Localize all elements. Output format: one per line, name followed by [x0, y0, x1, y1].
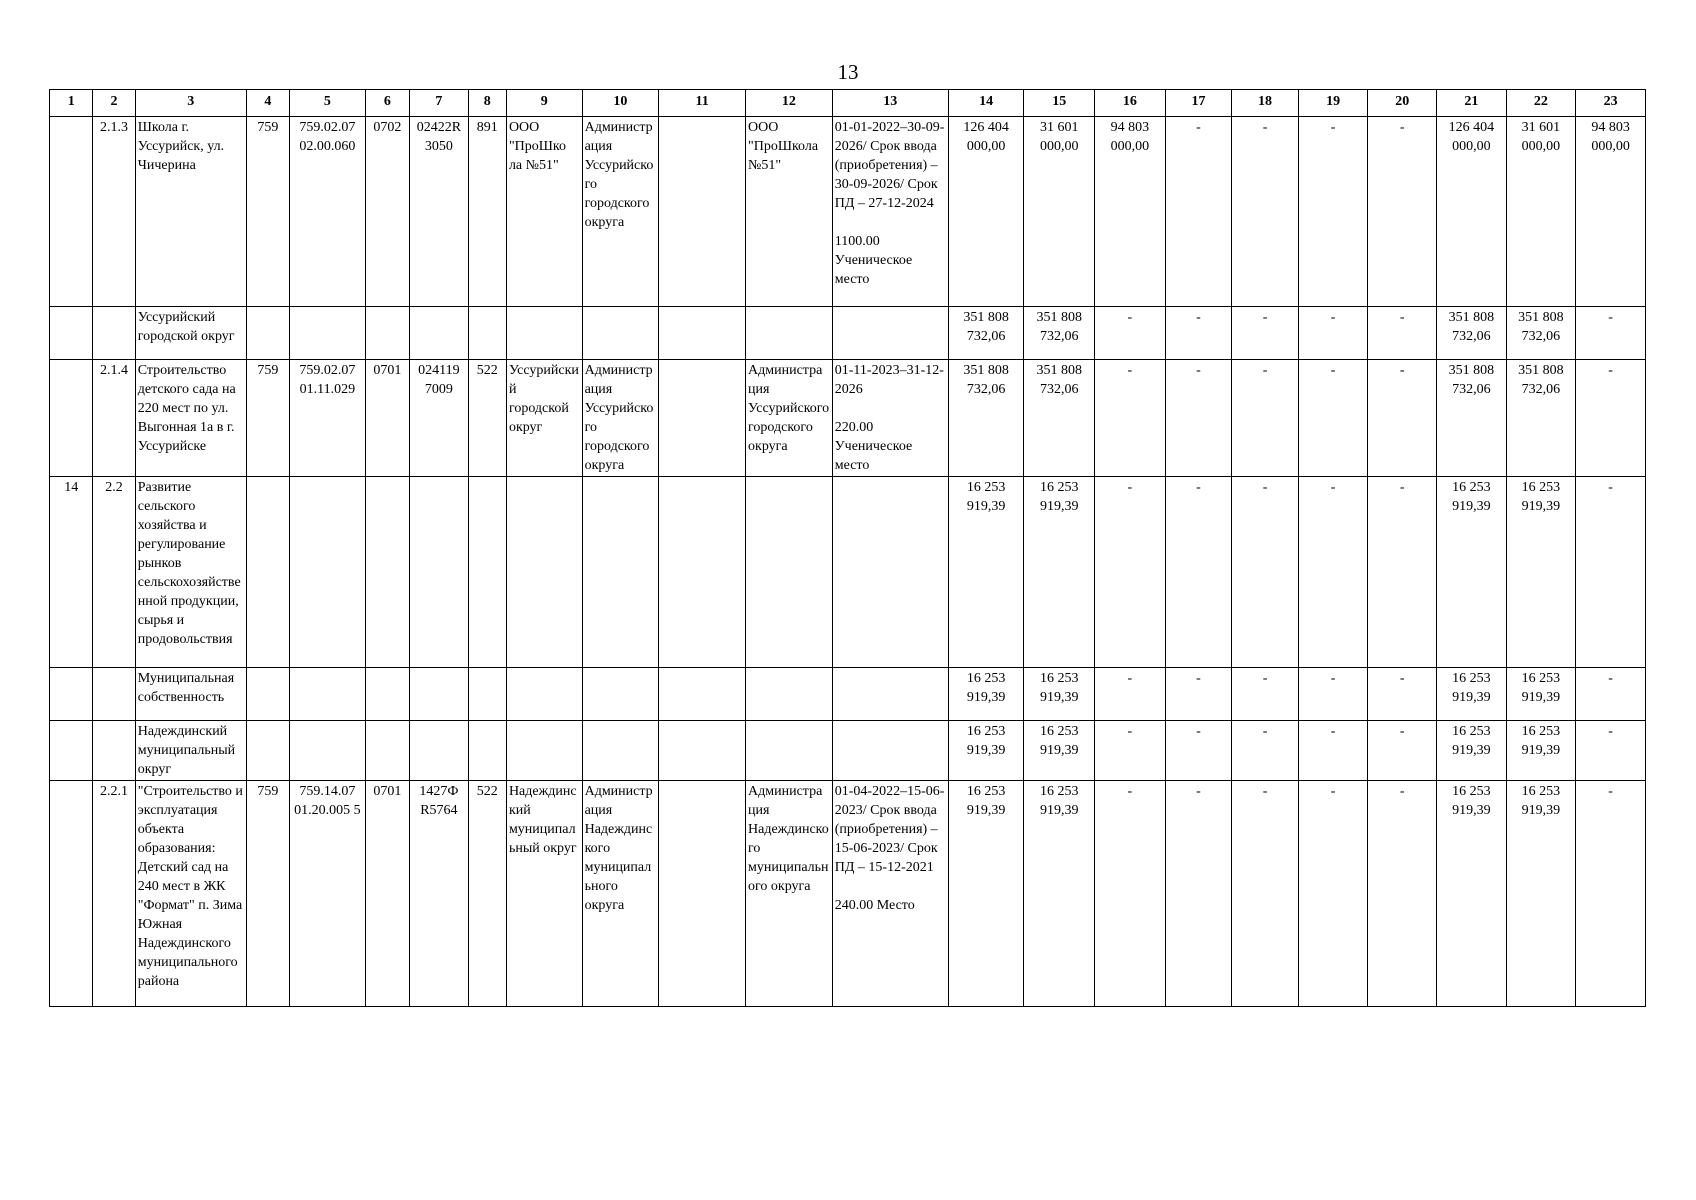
table-cell: -	[1576, 477, 1646, 668]
table-cell: 14	[50, 477, 93, 668]
table-row	[50, 477, 1646, 668]
table-cell	[582, 721, 659, 781]
table-cell	[410, 668, 469, 721]
table-cell	[246, 721, 289, 781]
table-cell: Уссурийский городской округ	[506, 360, 582, 477]
table-cell	[246, 477, 289, 668]
table-cell: -	[1576, 307, 1646, 360]
table-cell: -	[1368, 668, 1437, 721]
table-cell	[582, 307, 659, 360]
table-cell	[832, 721, 948, 781]
table-cell: -	[1095, 360, 1166, 477]
column-header: 23	[1576, 90, 1646, 117]
table-row	[50, 781, 1646, 1007]
table-cell: 94 803 000,00	[1095, 117, 1166, 307]
table-cell: 16 253 919,39	[948, 477, 1024, 668]
table-row	[50, 117, 1646, 307]
table-cell: -	[1368, 781, 1437, 1007]
table-cell: 1427Ф R5764	[410, 781, 469, 1007]
table-cell	[93, 721, 135, 781]
table-cell: 759.14.07 01.20.005 5	[290, 781, 366, 1007]
table-cell: 2.1.3	[93, 117, 135, 307]
table-cell: 351 808 732,06	[1506, 360, 1576, 477]
table-row	[50, 360, 1646, 477]
table-cell	[290, 307, 366, 360]
table-cell: -	[1095, 721, 1166, 781]
table-cell: 2.1.4	[93, 360, 135, 477]
table-cell: -	[1576, 360, 1646, 477]
table-cell: -	[1298, 668, 1368, 721]
table-cell	[93, 668, 135, 721]
table-cell: -	[1298, 117, 1368, 307]
table-cell	[50, 117, 93, 307]
table-cell	[506, 307, 582, 360]
column-header: 9	[506, 90, 582, 117]
table-cell: 522	[468, 781, 506, 1007]
table-cell	[746, 721, 833, 781]
table-cell	[506, 477, 582, 668]
table-cell: 16 253 919,39	[1024, 477, 1095, 668]
column-header: 22	[1506, 90, 1576, 117]
table-cell: 16 253 919,39	[948, 721, 1024, 781]
table-cell	[93, 307, 135, 360]
table-cell: -	[1232, 117, 1299, 307]
table-cell: -	[1095, 781, 1166, 1007]
table-cell: -	[1368, 721, 1437, 781]
table-cell: -	[1095, 307, 1166, 360]
table-cell: 01-04-2022–15-06-2023/ Срок ввода (приобретения) – 15-06-2023/ Срок ПД – 15-12-2021 240.00 Место	[832, 781, 948, 1007]
table-cell	[468, 721, 506, 781]
column-header: 10	[582, 90, 659, 117]
table-row	[50, 721, 1646, 781]
table-cell	[50, 360, 93, 477]
table-cell: 351 808 732,06	[1024, 307, 1095, 360]
table-cell: -	[1165, 668, 1232, 721]
table-cell	[468, 477, 506, 668]
table-cell	[832, 668, 948, 721]
column-header: 13	[832, 90, 948, 117]
table-cell: ООО "ПроШкола №51"	[746, 117, 833, 307]
table-row	[50, 307, 1646, 360]
table-cell: 759	[246, 117, 289, 307]
table-cell: 16 253 919,39	[1506, 668, 1576, 721]
table-cell: -	[1576, 721, 1646, 781]
table-cell: 0701	[365, 781, 409, 1007]
table-cell: 024119 7009	[410, 360, 469, 477]
table-cell	[246, 668, 289, 721]
table-cell	[506, 668, 582, 721]
table-cell	[582, 477, 659, 668]
table-cell: Муниципальная собственность	[135, 668, 246, 721]
table-cell	[410, 721, 469, 781]
table-cell	[659, 721, 746, 781]
investment-table	[49, 89, 1646, 1007]
column-header: 2	[93, 90, 135, 117]
table-cell	[410, 307, 469, 360]
table-cell: Школа г. Уссурийск, ул. Чичерина	[135, 117, 246, 307]
table-cell	[290, 668, 366, 721]
table-cell: Администрация Надеждинского муниципального округа	[746, 781, 833, 1007]
table-cell: 16 253 919,39	[948, 668, 1024, 721]
table-cell	[746, 307, 833, 360]
column-header: 17	[1165, 90, 1232, 117]
table-cell: 759.02.07 02.00.060	[290, 117, 366, 307]
table-cell: 351 808 732,06	[948, 360, 1024, 477]
table-cell: 522	[468, 360, 506, 477]
table-cell	[582, 668, 659, 721]
table-cell: -	[1368, 477, 1437, 668]
table-cell: 16 253 919,39	[948, 781, 1024, 1007]
table-cell: Развитие сельского хозяйства и регулирование рынков сельскохозяйственной продукции, сырья и продовольствия	[135, 477, 246, 668]
table-cell: -	[1576, 668, 1646, 721]
column-header: 6	[365, 90, 409, 117]
table-cell: Надеждинский муниципальный округ	[506, 781, 582, 1007]
table-cell: -	[1165, 721, 1232, 781]
column-header: 8	[468, 90, 506, 117]
table-cell	[659, 668, 746, 721]
table-cell: 759	[246, 781, 289, 1007]
table-cell: 16 253 919,39	[1437, 668, 1507, 721]
table-cell: 31 601 000,00	[1024, 117, 1095, 307]
table-cell: -	[1095, 477, 1166, 668]
table-cell: 94 803 000,00	[1576, 117, 1646, 307]
table-cell: -	[1368, 360, 1437, 477]
table-cell: 351 808 732,06	[1437, 307, 1507, 360]
table-cell	[832, 307, 948, 360]
column-header: 19	[1298, 90, 1368, 117]
table-cell	[659, 477, 746, 668]
table-cell: -	[1232, 360, 1299, 477]
table-cell	[746, 668, 833, 721]
table-cell: -	[1095, 668, 1166, 721]
table-cell: 02422R 3050	[410, 117, 469, 307]
table-cell: 16 253 919,39	[1024, 781, 1095, 1007]
column-header: 21	[1437, 90, 1507, 117]
table-cell: 16 253 919,39	[1437, 721, 1507, 781]
table-cell: -	[1165, 307, 1232, 360]
table-cell: 891	[468, 117, 506, 307]
table-cell: Администрация Уссурийского городского округа	[582, 360, 659, 477]
page-number: 13	[837, 60, 859, 84]
table-cell: Строительство детского сада на 220 мест по ул. Выгонная 1а в г. Уссурийске	[135, 360, 246, 477]
table-cell: 0701	[365, 360, 409, 477]
table-cell: -	[1165, 117, 1232, 307]
table-cell: 2.2	[93, 477, 135, 668]
table-cell: -	[1232, 668, 1299, 721]
table-cell: 351 808 732,06	[1024, 360, 1095, 477]
table-cell: 01-01-2022–30-09-2026/ Срок ввода (приобретения) – 30-09-2026/ Срок ПД – 27-12-2024 1100.00 Ученическое место	[832, 117, 948, 307]
table-cell	[50, 781, 93, 1007]
table-cell: -	[1298, 360, 1368, 477]
table-cell: "Строительство и эксплуатация объекта образования: Детский сад на 240 мест в ЖК "Формат" п. Зима Южная Надеждинского муниципального района	[135, 781, 246, 1007]
column-header: 7	[410, 90, 469, 117]
column-header: 12	[746, 90, 833, 117]
table-cell	[659, 307, 746, 360]
table-cell: -	[1165, 781, 1232, 1007]
table-cell	[246, 307, 289, 360]
table-cell: 16 253 919,39	[1437, 781, 1507, 1007]
table-cell: Уссурийский городской округ	[135, 307, 246, 360]
table-cell: Администрация Уссурийского городского округа	[746, 360, 833, 477]
header-row	[50, 90, 1646, 117]
table-cell	[290, 721, 366, 781]
table-cell	[290, 477, 366, 668]
table-cell: ООО "ПроШко ла №51"	[506, 117, 582, 307]
table-cell: -	[1232, 721, 1299, 781]
table-cell: 31 601 000,00	[1506, 117, 1576, 307]
column-header: 4	[246, 90, 289, 117]
table-cell: 16 253 919,39	[1024, 668, 1095, 721]
table-cell: 16 253 919,39	[1506, 477, 1576, 668]
table-cell	[365, 668, 409, 721]
table-cell: 351 808 732,06	[1437, 360, 1507, 477]
column-header: 14	[948, 90, 1024, 117]
table-cell: Администрация Надеждинского муниципального округа	[582, 781, 659, 1007]
column-header: 15	[1024, 90, 1095, 117]
column-header: 5	[290, 90, 366, 117]
table-cell	[659, 117, 746, 307]
table-cell	[365, 721, 409, 781]
table-cell: -	[1576, 781, 1646, 1007]
table-cell	[50, 721, 93, 781]
table-cell: 16 253 919,39	[1437, 477, 1507, 668]
table-cell	[410, 477, 469, 668]
table-cell	[659, 360, 746, 477]
table-cell	[365, 477, 409, 668]
table-cell: 16 253 919,39	[1506, 721, 1576, 781]
table-cell: 126 404 000,00	[948, 117, 1024, 307]
table-cell: -	[1232, 307, 1299, 360]
table-cell: 351 808 732,06	[948, 307, 1024, 360]
table-cell: 2.2.1	[93, 781, 135, 1007]
table-cell: 01-11-2023–31-12-2026 220.00 Ученическое место	[832, 360, 948, 477]
column-header: 1	[50, 90, 93, 117]
table-cell: -	[1298, 477, 1368, 668]
table-cell: -	[1165, 477, 1232, 668]
table-cell: -	[1298, 307, 1368, 360]
column-header: 3	[135, 90, 246, 117]
table-cell: -	[1165, 360, 1232, 477]
table-cell	[50, 307, 93, 360]
table-cell: Администрация Уссурийского городского округа	[582, 117, 659, 307]
table-cell: 0702	[365, 117, 409, 307]
table-cell: -	[1232, 781, 1299, 1007]
column-header: 11	[659, 90, 746, 117]
table-cell: -	[1368, 117, 1437, 307]
column-header: 16	[1095, 90, 1166, 117]
table-cell	[832, 477, 948, 668]
table-cell: -	[1368, 307, 1437, 360]
table-cell: -	[1298, 781, 1368, 1007]
table-cell	[365, 307, 409, 360]
table-cell	[468, 307, 506, 360]
table-cell	[468, 668, 506, 721]
table-cell: 759	[246, 360, 289, 477]
table-cell	[659, 781, 746, 1007]
table-cell	[746, 477, 833, 668]
table-cell: 16 253 919,39	[1506, 781, 1576, 1007]
table-cell: 126 404 000,00	[1437, 117, 1507, 307]
column-header: 18	[1232, 90, 1299, 117]
table-cell: 759.02.07 01.11.029	[290, 360, 366, 477]
table-row	[50, 668, 1646, 721]
table-cell	[506, 721, 582, 781]
table-cell: -	[1232, 477, 1299, 668]
table-cell: 16 253 919,39	[1024, 721, 1095, 781]
table-cell: 351 808 732,06	[1506, 307, 1576, 360]
table-cell: Надеждинский муниципальный округ	[135, 721, 246, 781]
table-cell: -	[1298, 721, 1368, 781]
table-cell	[50, 668, 93, 721]
column-header: 20	[1368, 90, 1437, 117]
